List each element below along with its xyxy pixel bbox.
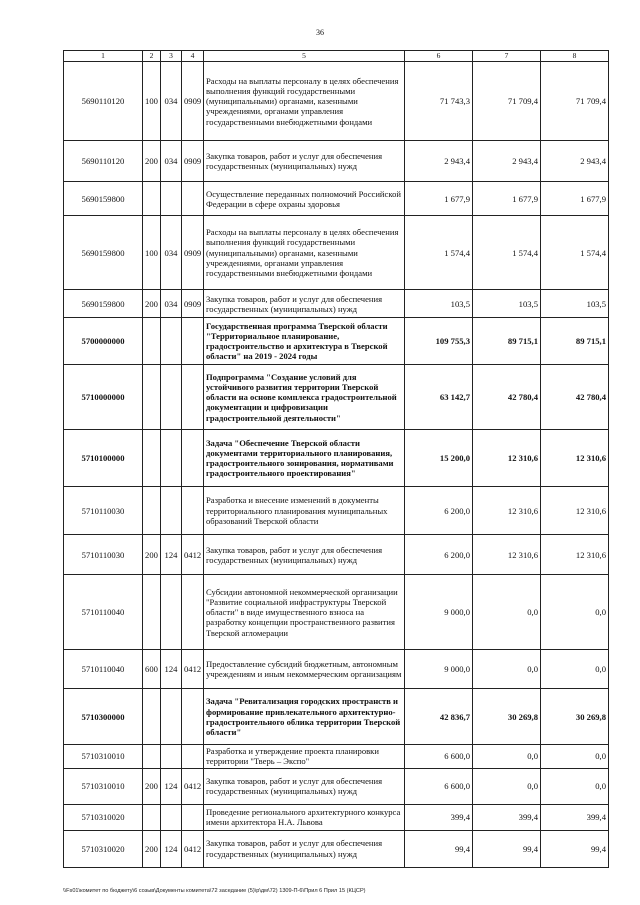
column-header: 2 [143, 51, 161, 62]
amount-col6-cell: 6 600,0 [405, 768, 473, 804]
amount-col7-cell: 0,0 [473, 745, 541, 768]
amount-col6-cell: 399,4 [405, 804, 473, 830]
description-cell: Проведение регионального архитектурного конкурса имени архитектора Н.А. Львова [204, 804, 405, 830]
amount-col6-cell: 63 142,7 [405, 365, 473, 430]
amount-col7-cell: 0,0 [473, 650, 541, 689]
page-number: 36 [316, 28, 324, 37]
amount-col8-cell: 89 715,1 [541, 318, 609, 365]
description-cell: Закупка товаров, работ и услуг для обеспечения государственных (муниципальных) нужд [204, 290, 405, 318]
amount-col6-cell: 1 574,4 [405, 216, 473, 290]
amount-col8-cell: 0,0 [541, 650, 609, 689]
description-cell: Закупка товаров, работ и услуг для обеспечения государственных (муниципальных) нужд [204, 768, 405, 804]
expense-type-cell [143, 430, 161, 487]
table-row [64, 650, 609, 689]
section-code-cell: 0909 [182, 290, 204, 318]
table-row [64, 830, 609, 867]
table-row [64, 182, 609, 216]
amount-col6-cell: 6 600,0 [405, 745, 473, 768]
description-cell: Предоставление субсидий бюджетным, автономным учреждениям и иным некоммерческим организациям [204, 650, 405, 689]
department-code-cell [161, 575, 182, 650]
description-cell: Задача "Ревитализация городских пространств и формирование привлекательного архитектурно-градостроительного облика территории Тверской области" [204, 689, 405, 745]
expense-type-cell [143, 365, 161, 430]
expense-type-cell [143, 318, 161, 365]
department-code-cell [161, 182, 182, 216]
department-code-cell [161, 487, 182, 535]
amount-col8-cell: 0,0 [541, 745, 609, 768]
budget-code-cell: 5710310020 [64, 804, 143, 830]
section-code-cell: 0412 [182, 768, 204, 804]
amount-col8-cell: 71 709,4 [541, 62, 609, 141]
amount-col7-cell: 0,0 [473, 768, 541, 804]
budget-code-cell: 5710110030 [64, 487, 143, 535]
amount-col8-cell: 399,4 [541, 804, 609, 830]
column-header: 7 [473, 51, 541, 62]
department-code-cell: 124 [161, 535, 182, 575]
section-code-cell [182, 804, 204, 830]
column-header: 6 [405, 51, 473, 62]
budget-code-cell: 5710100000 [64, 430, 143, 487]
expense-type-cell: 200 [143, 290, 161, 318]
amount-col6-cell: 15 200,0 [405, 430, 473, 487]
department-code-cell: 124 [161, 830, 182, 867]
amount-col8-cell: 99,4 [541, 830, 609, 867]
amount-col7-cell: 71 709,4 [473, 62, 541, 141]
amount-col7-cell: 42 780,4 [473, 365, 541, 430]
column-header: 4 [182, 51, 204, 62]
expense-type-cell: 100 [143, 62, 161, 141]
expense-type-cell: 200 [143, 141, 161, 182]
amount-col8-cell: 12 310,6 [541, 535, 609, 575]
amount-col7-cell: 30 269,8 [473, 689, 541, 745]
budget-code-cell: 5710310010 [64, 745, 143, 768]
budget-table [63, 50, 609, 868]
expense-type-cell: 200 [143, 535, 161, 575]
amount-col8-cell: 30 269,8 [541, 689, 609, 745]
table-row [64, 216, 609, 290]
table-row [64, 365, 609, 430]
department-code-cell: 124 [161, 650, 182, 689]
department-code-cell [161, 430, 182, 487]
description-cell: Задача "Обеспечение Тверской области документами территориального планирования, градостроительного зонирования, нормативами градостроительного проектирования" [204, 430, 405, 487]
section-code-cell: 0909 [182, 141, 204, 182]
amount-col7-cell: 2 943,4 [473, 141, 541, 182]
section-code-cell: 0412 [182, 650, 204, 689]
description-cell: Осуществление переданных полномочий Российской Федерации в сфере охраны здоровья [204, 182, 405, 216]
column-number-row [64, 51, 609, 62]
amount-col7-cell: 99,4 [473, 830, 541, 867]
amount-col8-cell: 1 574,4 [541, 216, 609, 290]
amount-col6-cell: 6 200,0 [405, 535, 473, 575]
amount-col8-cell: 12 310,6 [541, 430, 609, 487]
amount-col8-cell: 2 943,4 [541, 141, 609, 182]
budget-code-cell: 5710110040 [64, 575, 143, 650]
expense-type-cell: 600 [143, 650, 161, 689]
section-code-cell: 0412 [182, 830, 204, 867]
table-row [64, 535, 609, 575]
department-code-cell [161, 365, 182, 430]
department-code-cell [161, 318, 182, 365]
file-path-footer: \\Fs01\комитет по бюджету\6 созыв\Документы комитета\72 заседание (5)\р\дм\72) 1309-П-6\Прил 6 Прил 15 (КЦСР) [63, 888, 366, 894]
amount-col8-cell: 103,5 [541, 290, 609, 318]
department-code-cell: 034 [161, 62, 182, 141]
department-code-cell: 034 [161, 290, 182, 318]
department-code-cell: 124 [161, 768, 182, 804]
department-code-cell: 034 [161, 216, 182, 290]
expense-type-cell [143, 487, 161, 535]
amount-col6-cell: 9 000,0 [405, 650, 473, 689]
section-code-cell: 0909 [182, 62, 204, 141]
amount-col6-cell: 42 836,7 [405, 689, 473, 745]
amount-col6-cell: 99,4 [405, 830, 473, 867]
table-row [64, 804, 609, 830]
table-row [64, 141, 609, 182]
section-code-cell [182, 365, 204, 430]
table-row [64, 575, 609, 650]
column-header: 8 [541, 51, 609, 62]
department-code-cell [161, 804, 182, 830]
section-code-cell [182, 430, 204, 487]
amount-col6-cell: 9 000,0 [405, 575, 473, 650]
column-header: 3 [161, 51, 182, 62]
amount-col8-cell: 42 780,4 [541, 365, 609, 430]
description-cell: Закупка товаров, работ и услуг для обеспечения государственных (муниципальных) нужд [204, 535, 405, 575]
amount-col7-cell: 399,4 [473, 804, 541, 830]
budget-code-cell: 5700000000 [64, 318, 143, 365]
budget-code-cell: 5710110030 [64, 535, 143, 575]
expense-type-cell [143, 804, 161, 830]
amount-col6-cell: 2 943,4 [405, 141, 473, 182]
description-cell: Расходы на выплаты персоналу в целях обеспечения выполнения функций государственными (муниципальными) органами, казенными учреждениями, органами управления государственными внебюджетными фондами [204, 62, 405, 141]
table-row [64, 290, 609, 318]
description-cell: Расходы на выплаты персоналу в целях обеспечения выполнения функций государственными (муниципальными) органами, казенными учреждениями, органами управления государственными внебюджетными фондами [204, 216, 405, 290]
column-header: 5 [204, 51, 405, 62]
department-code-cell [161, 745, 182, 768]
budget-code-cell: 5710310010 [64, 768, 143, 804]
description-cell: Подпрограмма "Создание условий для устойчивого развития территории Тверской области на основе комплекса градостроительной документации и цифровизации градостроительной деятельности" [204, 365, 405, 430]
department-code-cell [161, 689, 182, 745]
amount-col6-cell: 6 200,0 [405, 487, 473, 535]
section-code-cell: 0412 [182, 535, 204, 575]
amount-col7-cell: 12 310,6 [473, 430, 541, 487]
amount-col8-cell: 1 677,9 [541, 182, 609, 216]
amount-col6-cell: 1 677,9 [405, 182, 473, 216]
description-cell: Государственная программа Тверской области "Территориальное планирование, градостроительство и архитектура в Тверской области" на 2019 - 2024 годы [204, 318, 405, 365]
amount-col6-cell: 109 755,3 [405, 318, 473, 365]
budget-code-cell: 5710000000 [64, 365, 143, 430]
budget-code-cell: 5690159800 [64, 216, 143, 290]
table-row [64, 487, 609, 535]
table-row [64, 430, 609, 487]
expense-type-cell [143, 689, 161, 745]
amount-col6-cell: 103,5 [405, 290, 473, 318]
amount-col7-cell: 12 310,6 [473, 487, 541, 535]
table-row [64, 318, 609, 365]
section-code-cell [182, 689, 204, 745]
budget-code-cell: 5690159800 [64, 290, 143, 318]
amount-col8-cell: 0,0 [541, 575, 609, 650]
description-cell: Закупка товаров, работ и услуг для обеспечения государственных (муниципальных) нужд [204, 830, 405, 867]
amount-col8-cell: 0,0 [541, 768, 609, 804]
table-row [64, 768, 609, 804]
budget-code-cell: 5710310020 [64, 830, 143, 867]
amount-col8-cell: 12 310,6 [541, 487, 609, 535]
section-code-cell [182, 487, 204, 535]
column-header: 1 [64, 51, 143, 62]
expense-type-cell [143, 745, 161, 768]
section-code-cell [182, 318, 204, 365]
amount-col7-cell: 1 574,4 [473, 216, 541, 290]
budget-code-cell: 5690110120 [64, 141, 143, 182]
expense-type-cell: 200 [143, 830, 161, 867]
section-code-cell: 0909 [182, 216, 204, 290]
department-code-cell: 034 [161, 141, 182, 182]
expense-type-cell [143, 575, 161, 650]
description-cell: Разработка и внесение изменений в документы территориального планирования муниципальных образований Тверской области [204, 487, 405, 535]
budget-code-cell: 5690159800 [64, 182, 143, 216]
amount-col7-cell: 89 715,1 [473, 318, 541, 365]
budget-code-cell: 5710110040 [64, 650, 143, 689]
amount-col6-cell: 71 743,3 [405, 62, 473, 141]
section-code-cell [182, 575, 204, 650]
description-cell: Разработка и утверждение проекта планировки территории "Тверь – Экспо" [204, 745, 405, 768]
description-cell: Закупка товаров, работ и услуг для обеспечения государственных (муниципальных) нужд [204, 141, 405, 182]
table-row [64, 689, 609, 745]
amount-col7-cell: 12 310,6 [473, 535, 541, 575]
section-code-cell [182, 745, 204, 768]
expense-type-cell [143, 182, 161, 216]
expense-type-cell: 100 [143, 216, 161, 290]
table-row [64, 745, 609, 768]
description-cell: Субсидии автономной некоммерческой организации "Развитие социальной инфраструктуры Тверской области" в виде имущественного взноса на разработку концепции пространственного развития Тверской агломерации [204, 575, 405, 650]
expense-type-cell: 200 [143, 768, 161, 804]
section-code-cell [182, 182, 204, 216]
amount-col7-cell: 0,0 [473, 575, 541, 650]
table-row [64, 62, 609, 141]
amount-col7-cell: 1 677,9 [473, 182, 541, 216]
amount-col7-cell: 103,5 [473, 290, 541, 318]
budget-code-cell: 5690110120 [64, 62, 143, 141]
budget-code-cell: 5710300000 [64, 689, 143, 745]
